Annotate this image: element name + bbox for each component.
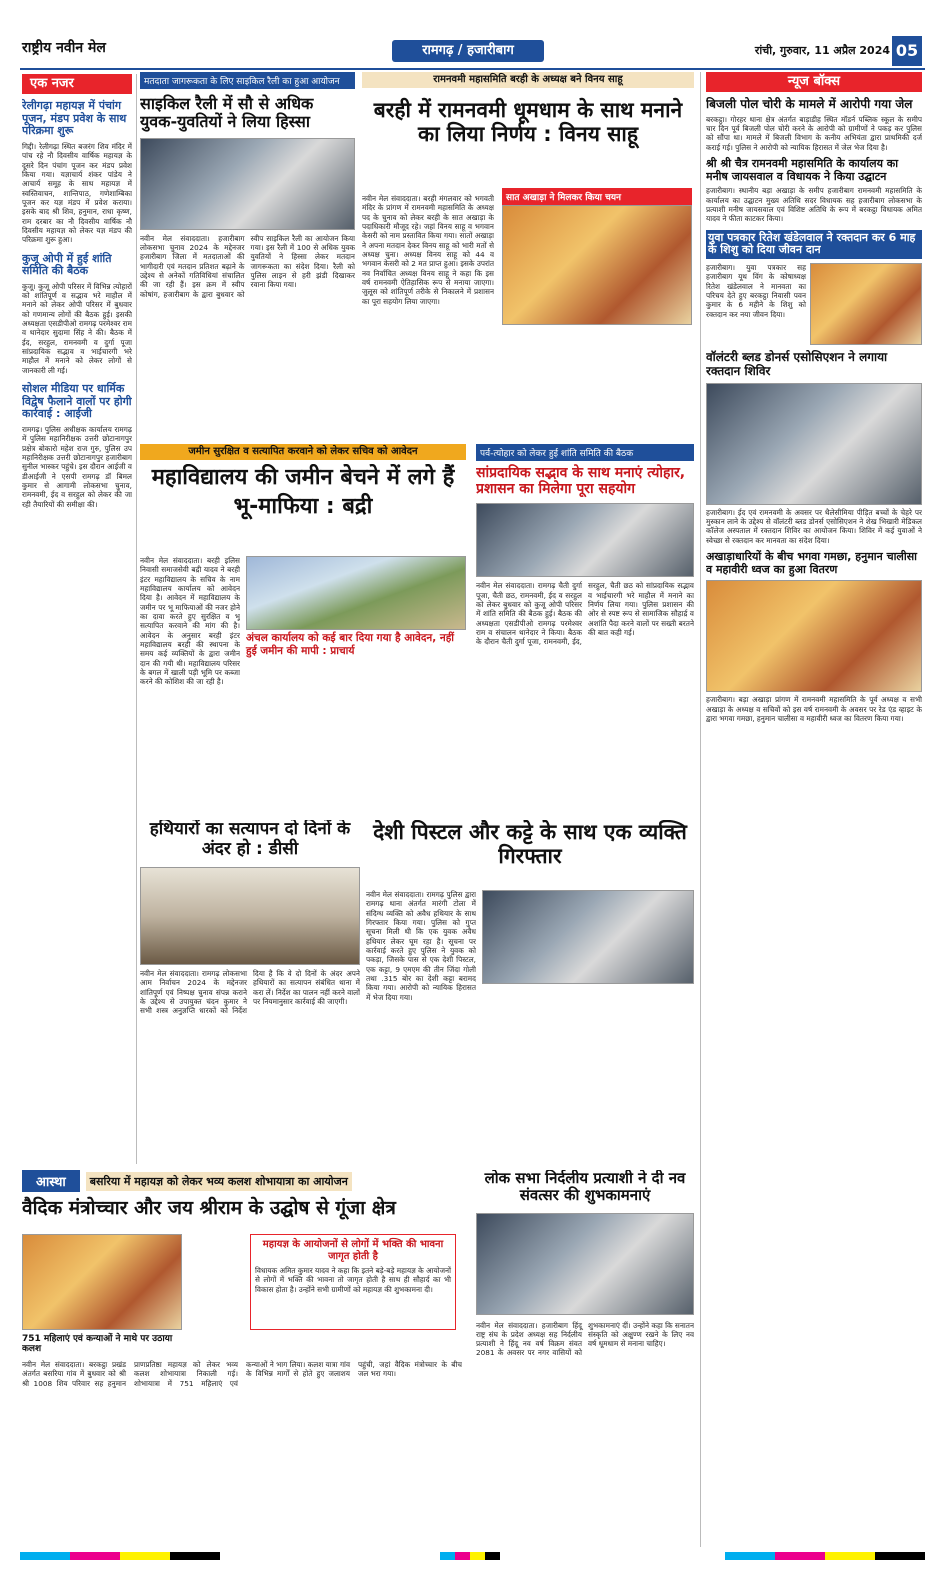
aastha-quote-box (250, 1234, 456, 1330)
news-box-story2-headline: श्री श्री चैत्र रामनवमी महासमिति के कार्यालय का मनीष जायसवाल व विधायक ने किया उद्घाटन (706, 157, 899, 183)
left-story1-headline: रेलीगढ़ा महायज्ञ में पंचांग पूजन, मंडप प्रवेश के साथ परिक्रमा शुरू (22, 99, 127, 138)
aastha-box-headline: महायज्ञ के आयोजनों से लोगों में भक्ति की भावना जागृत होती है (262, 1239, 444, 1262)
newspaper-name: राष्ट्रीय नवीन मेल (22, 40, 106, 56)
kalash-yatra-photo (22, 1234, 182, 1330)
candidate-story (476, 1170, 694, 1545)
land-body: नवीन मेल संवाददाता। बरही इलिस निवासी समाजसेवी बद्री यादव ने बरही इंटर महाविद्यालय के सचिव के नाम महाविद्यालय कार्यालय को आवेदन दिया है। आवेदन में महाविद्यालय के जमीन पर भू माफियाओं की नजर होने का दावा करते हुए सुरक्षित व भू सत्यापित करवाने की मांग की है। आवेदन के अनुसार बरही इंटर महाविद्यालय बरही की स्थापना के समय कई व्यक्तियों के द्वारा जमीन दान की गयी थी। महाविद्यालय परिसर के बगल में खाली पड़ी भूमि पर कब्जा करने की कोशिश की जा रही है। (140, 556, 240, 687)
pistol-headline: देशी पिस्टल और कट्टे के साथ एक व्यक्ति गिरफ्तार (373, 820, 687, 869)
left-story3-body: रामगढ़। पुलिस अधीक्षक कार्यालय रामगढ़ में पुलिस महानिरीक्षक उत्तरी छोटानागपुर प्रक्षेत्र बोकारो महेश राज गुरु, पुलिस उप महानिरीक्षक उत्तरी छोटानागपुर हजारीबाग सुनील भास्कर पहुंचे। इस दौरान आईजी व डीआईजी ने एसपी रामगढ़ डॉ बिमल कुमार से आगामी लोकसभा चुनाव, रामनवमी, ईद व सरहुल को लेकर की जा रही तैयारियों की समीक्षा की। (22, 425, 132, 509)
ramnavami-group-photo (502, 205, 692, 325)
cycle-kicker: मतदाता जागरूकता के लिए साइकिल रैली का हुआ आयोजन (140, 72, 355, 89)
left-story1-body: गिद्दी। रेलीगढ़ा स्थित बजरंग शिव मंदिर में पांच रहे नौ दिवसीय वार्षिक महायज्ञ के दूसरे दिन पंचांग पूजन कर मंडप प्रवेश किया गया। यज्ञाचार्य शंकर पांडेय ने आचार्य समूह के साथ महायज्ञ में स्वस्तिवाचन, शान्तिपाठ, गणेशाम्बिका पूजन कर यज्ञ मंडप में प्रवेश कराया। इसके बाद श्री शिव, हनुमान, राधा कृष्ण, राम दरबार का नौ दिवसीय वार्षिक नौ दिवसीय महायज्ञ को लेकर यज्ञ मंडप की परिक्रमा शुरू हुआ। (22, 141, 132, 245)
festival-story (476, 444, 694, 819)
weapons-body: नवीन मेल संवाददाता। रामगढ़ लोकसभा आम निर्वाचन 2024 के मद्देनजर शांतिपूर्ण एवं निष्पक्ष चुनाव संपन्न कराने के उद्देश्य से उपायुक्त चंदन कुमार ने सभी शस्त्र अनुज्ञप्ति धारकों को निर्देश दिया है कि वे दो दिनों के अंदर अपने हथियारों का सत्यापन संबंधित थाना में करा लें। निर्देश का पालन नहीं करने वालों पर नियमानुसार कार्रवाई की जाएगी। (140, 969, 360, 1016)
ramnavami-kicker: रामनवमी महासमिति बरही के अध्यक्ष बने विनय साहू (362, 72, 694, 88)
aastha-headline: वैदिक मंत्रोच्चार और जय श्रीराम के उद्घोष से गूंजा क्षेत्र (22, 1197, 396, 1219)
festival-kicker: पर्व-त्योहार को लेकर हुई शांति समिति की बैठक (476, 444, 694, 461)
registration-bar-left (20, 1552, 220, 1560)
page-number: 05 (892, 36, 922, 66)
ramnavami-body: नवीन मेल संवाददाता। बरही मंगलवार को भगवती मंदिर के प्रांगण में रामनवमी महासमिति के अध्यक्ष पद के चुनाव को लेकर बरही के सात अखाड़ा के पदाधिकारी मौजूद रहे। जहां विनय साहू व भगवान केसरी को नाम प्रस्तावित किया गया। सातों अखाड़ा ने अपना मतदान देकर विनय साहू को भारी मतों से अध्यक्ष चुना। अध्यक्ष विनय साहू को 44 व भगवान केसरी को 2 मत प्राप्त हुआ। इसके उपरांत नव निर्वाचित अध्यक्ष विनय साहू ने कहा कि इस वर्ष रामनवमी ऐतिहासिक रूप से मनाया जाएगा। जुलूस को शांतिपूर्ण तरीके से निकालने में प्रशासन का पूरा सहयोग लिया जाएगा। (362, 194, 494, 306)
akhara-photo (706, 580, 922, 692)
news-box-story4-headline: वॉलंटरी ब्लड डोनर्स एसोसिएशन ने लगाया रक्तदान शिविर (706, 349, 888, 378)
land-story (140, 464, 466, 819)
news-box-story2-body: हजारीबाग। स्थानीय बड़ा अखाड़ा के समीप हजारीबाग रामनवमी महासमिति के कार्यालय का उद्घाटन मुख्य अतिथि सदर विधायक सह हजारीबाग लोकसभा के प्रत्याशी मनीष जायसवाल एवं विशिष्ट अतिथि के रूप में बरकट्ठा विधायक अमित यादव ने फीता काटकर किया। (706, 186, 922, 224)
left-story3-headline: सोशल मीडिया पर धार्मिक विद्वेष फैलाने वालों पर होगी कार्रवाई : आईजी (22, 382, 132, 421)
kalash-photo-caption: 751 महिलाएं एवं कन्याओं ने माथे पर उठाया कलश (22, 1334, 173, 1355)
news-box-story5-body: हजारीबाग। बड़ा अखाड़ा प्रांगण में रामनवमी महासमिति के पूर्व अध्यक्ष व सभी अखाड़ा के अध्यक्ष व सचिवों को इस वर्ष रामनवमी के अवसर पर रेड एंड व्हाइट के द्वारा भगवा गमछा, हनुमान चालीसा व महावीरी ध्वज का वितरण किया गया। (706, 695, 922, 723)
pistol-body-cont (482, 988, 692, 1160)
news-box-story3-headline: युवा पत्रकार रितेश खंडेलवाल ने रक्तदान कर 6 माह के शिशु को दिया जीवन दान (706, 230, 922, 259)
land-headline: महाविद्यालय की जमीन बेचने में लगे हैं भू-माफिया : बद्री (151, 465, 455, 519)
ramnavami-headline: बरही में रामनवमी धूमधाम के साथ मनाने का लिया निर्णय : विनय साहू (373, 98, 683, 147)
cycle-body: नवीन मेल संवाददाता। हजारीबाग लोकसभा चुनाव 2024 के मद्देनजर हजारीबाग जिला में मतदाताओं की भागीदारी एवं मतदान प्रतिशत बढ़ाने के उद्देश्य से अनेकों गतिविधियां संचालित की जा रही हैं। इस क्रम में स्वीप कोषांग, हजारीबाग के द्वारा बुधवार को स्वीप साइकिल रैली का आयोजन किया गया। इस रैली में 100 से अधिक युवक युवतियों ने हिस्सा लेकर मतदान जागरूकता का संदेश दिया। रैली को पुलिस लाइन से हरी झंडी दिखाकर रवाना किया गया। (140, 233, 355, 299)
weapons-headline: हथियारों का सत्यापन दो दिनों के अंदर हो : डीसी (149, 820, 351, 859)
cycle-rally-photo (140, 138, 355, 230)
registration-bar-center (440, 1552, 500, 1560)
news-box-story1-body: बरकट्ठा। गोरहर थाना क्षेत्र अंतर्गत बाड़ाडीह स्थित मॉडर्न पब्लिक स्कूल के समीप चार दिन पूर्व बिजली पोल चोरी करने के आरोपी को ग्रामीणों ने पकड़ कर पुलिस को सौंपा था। मामले में बिजली विभाग के कनीय अभियंता द्वारा प्राथमिकी दर्ज कराई गई। पुलिस ने आरोपी को न्यायिक हिरासत में जेल भेज दिया है। (706, 114, 922, 152)
ek-nazar-header: एक नजर (22, 74, 132, 94)
cycle-story (140, 72, 355, 402)
festival-headline: सांप्रदायिक सद्भाव के साथ मनाएं त्योहार, प्रशासन का मिलेगा पूरा सहयोग (476, 465, 686, 498)
news-box-story1-headline: बिजली पोल चोरी के मामले में आरोपी गया जेल (706, 97, 913, 111)
dateline: रांची, गुरुवार, 11 अप्रैल 2024 (754, 44, 890, 57)
cycle-headline: साइकिल रैली में सौ से अधिक युवक-युवतियों ने लिया हिस्सा (140, 94, 314, 132)
left-story2-body: कुजू। कुजू ओपी परिसर में विभिन्न त्योहारों को शांतिपूर्ण व सद्भाव भरे माहौल में मनाने को लेकर ओपी परिसर में बुधवार को गणमान्य लोगों की बैठक हुई। इसकी अध्यक्षता एसडीपीओ रामगढ़ परमेश्वर राम व थानेदार सुदामा सिंह ने की। बैठक में ईद, सरहुल, रामनवमी व दुर्गा पूजा सांप्रदायिक सद्भाव व भाईचारगी भरे माहौल में मनाने को लेकर लोगों से जानकारी ली गई। (22, 281, 132, 375)
aastha-box-body: विधायक अमित कुमार यादव ने कहा कि इतने बड़े-बड़े महायज्ञ के आयोजनों से लोगों में भक्ति की भावना तो जागृत होती है साथ ही सौहार्द का भी विकास होता है। उन्होंने सभी ग्रामीणों को महायज्ञ की शुभकामना दी। (255, 1266, 451, 1294)
news-box-story5-headline: अखाड़ाधारियों के बीच भगवा गमछा, हनुमान चालीसा व महावीरी ध्वज का हुआ वितरण (706, 549, 918, 576)
ramnavami-story (362, 72, 694, 442)
ramnavami-photo-caption: सात अखाड़ा ने मिलकर किया चयन (502, 188, 692, 205)
right-column-divider (700, 72, 701, 1547)
news-box-header: न्यूज बॉक्स (706, 72, 922, 92)
weapons-photo (140, 867, 360, 965)
pistol-story (366, 820, 694, 1160)
land-strip: जमीन सुरक्षित व सत्यापित करवाने को लेकर सचिव को आवेदन (140, 444, 466, 460)
college-photo (246, 556, 466, 630)
blood-donor-photo (810, 263, 922, 345)
aastha-body: नवीन मेल संवाददाता। बरकट्ठा प्रखंड अंतर्गत बसरिया गांव में बुधवार को श्री श्री 1008 शिव परिवार सह हनुमान प्राणप्रतिष्ठा महायज्ञ को लेकर भव्य कलश शोभायात्रा निकाली गई। शोभायात्रा में 751 महिलाएं एवं कन्याओं ने भाग लिया। कलश यात्रा गांव के विभिन्न मार्गों से होते हुए जलाशय पहुंची, जहां वैदिक मंत्रोच्चार के बीच जल भरा गया। (22, 1360, 462, 1388)
festival-body: नवीन मेल संवाददाता। रामगढ़ चैती दुर्गा पूजा, चैती छठ, रामनवमी, ईद व सरहुल को लेकर बुधवार को कुजू ओपी परिसर में शांति समिति की बैठक हुई। बैठक की अध्यक्षता एसडीपीओ रामगढ़ परमेश्वर राम व संचालन थानेदार ने किया। बैठक के दौरान चैती दुर्गा पूजा, रामनवमी, ईद, सरहुल, चैती छठ को सांप्रदायिक सद्भाव व भाईचारगी भरे माहौल में मनाने का निर्णय लिया गया। पुलिस प्रशासन की ओर से स्पष्ट रूप से सामाजिक सौहार्द्र व अशांति पैदा करने वालों पर सख्ती बरतने की बात कही गई। (476, 581, 694, 647)
masthead-rule (20, 68, 925, 70)
left-story2-headline: कुजू ओपी में हुई शांति समिति की बैठक (22, 251, 112, 278)
weapons-story (140, 820, 360, 1160)
news-box-column (706, 72, 922, 1547)
column-divider (136, 74, 137, 1164)
land-callout: अंचल कार्यालय को कई बार दिया गया है आवेदन, नहीं हुई जमीन की मापी : प्राचार्य (246, 632, 455, 657)
section-banner: रामगढ़ / हजारीबाग (392, 40, 544, 62)
aastha-photo-wrap (22, 1234, 182, 1355)
news-box-story4-body: हजारीबाग। ईद एवं रामनवमी के अवसर पर थैलेसीमिया पीड़ित बच्चों के चेहरे पर मुस्कान लाने के उद्देश्य से वॉलंटरी ब्लड डोनर्स एसोसिएशन ने शेख भिखारी मेडिकल कॉलेज अस्पताल में रक्तदान शिविर का आयोजन किया। शिविर में कई युवाओं ने स्वेच्छा से रक्तदान कर मानवता का संदेश दिया। (706, 507, 922, 545)
arrest-photo (482, 890, 694, 984)
candidate-headline: लोक सभा निर्दलीय प्रत्याशी ने दी नव संवत्सर की शुभकामनाएं (484, 1170, 686, 1205)
registration-bar-right (725, 1552, 925, 1560)
aastha-kicker: बसरिया में महायज्ञ को लेकर भव्य कलश शोभायात्रा का आयोजन (86, 1172, 352, 1191)
meeting-photo (476, 503, 694, 577)
pistol-body: नवीन मेल संवाददाता। रामगढ़ पुलिस द्वारा रामगढ़ थाना अंतर्गत मारंगी टोला में संदिग्ध व्यक्ति को अवैध हथियार के साथ गिरफ्तार किया गया। पुलिस को गुप्त सूचना मिली थी कि एक युवक अवैध हथियार लेकर घूम रहा है। सूचना पर कार्रवाई करते हुए पुलिस ने युवक को पकड़ा, जिसके पास से एक देशी पिस्टल, एक कट्टा, 9 एमएम की तीन जिंदा गोली तथा .315 बोर का देशी कट्टा बरामद किया गया। आरोपी को न्यायिक हिरासत में भेज दिया गया। (366, 890, 476, 1002)
candidate-photo (476, 1213, 694, 1315)
news-box-story3-body: हजारीबाग। युवा पत्रकार सह हजारीबाग यूथ विंग के कोषाध्यक्ष रितेश खंडेलवाल ने मानवता का परिचय देते हुए बरकट्ठा निवासी पवन कुमार के 6 महीने के शिशु को रक्तदान कर नया जीवन दिया। (706, 262, 806, 319)
left-column (22, 74, 132, 1164)
blood-camp-photo (706, 383, 922, 505)
candidate-body: नवीन मेल संवाददाता। हजारीबाग हिंदू राष्ट्र संघ के प्रदेश अध्यक्ष सह निर्दलीय प्रत्याशी ने हिंदू नव वर्ष विक्रम संवत 2081 के अवसर पर नगर वासियों को शुभकामनाएं दीं। उन्होंने कहा कि सनातन संस्कृति को अक्षुण्ण रखने के लिए नव वर्ष धूमधाम से मनाना चाहिए। (476, 1320, 694, 1358)
aastha-tag: आस्था (22, 1170, 80, 1192)
ramnavami-photo-wrap (502, 188, 692, 328)
aastha-section (22, 1170, 464, 1545)
